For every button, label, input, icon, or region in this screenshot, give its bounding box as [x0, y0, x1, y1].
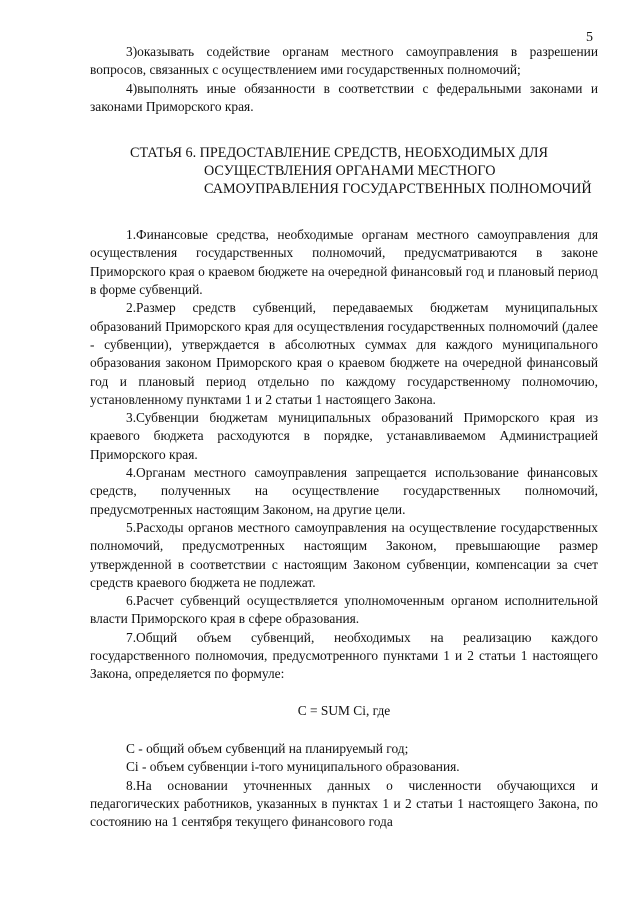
paragraph: 5.Расходы органов местного самоуправления на осуществление государственных полномочий, предусмотренных настоящим Законом, превышающие размер утвержденной в соответствии с настоящим Законом субвенции, компенсации за счет средств краевого бюджета не подлежат. [90, 519, 598, 590]
paragraph: 7.Общий объем субвенций, необходимых на реализацию каждого государственного полномочия, предусмотренного пунктами 1 и 2 статьи 1 настоящего Закона, определяется по формуле: [90, 629, 598, 682]
paragraph: 1.Финансовые средства, необходимые органам местного самоуправления для осуществления государственных полномочий, предусматриваются в законе Приморского края о краевом бюджете на очередной финансовый год и плановый период в форме субвенций. [90, 227, 598, 298]
article-title-continuation: ОСУЩЕСТВЛЕНИЯ ОРГАНАМИ МЕСТНОГО САМОУПРАВЛЕНИЯ ГОСУДАРСТВЕННЫХ ПОЛНОМОЧИЙ [204, 163, 592, 198]
paragraph: 3.Субвенции бюджетам муниципальных образований Приморского края из краевого бюджета расходуются в порядке, устанавливаемом Администрацией Приморского края. [90, 410, 598, 462]
paragraph: 8.На основании уточненных данных о численности обучающихся и педагогических работников, указанных в пунктах 1 и 2 статьи 1 настоящего Закона, по состоянию на 1 сентября текущего финансового года [90, 777, 598, 830]
paragraph: 2.Размер средств субвенций, передаваемых бюджетам муниципальных образований Приморского края для осуществления государственных полномочий (далее - субвенции), утверждается в абсолютных суммах для каждого муниципального образования законом Приморского края о краевом бюджете на очередной финансовый год и плановый период отдельно по каждому государственному полномочию, установленному пунктами 1 и 2 статьи 1 настоящего Закона. [90, 300, 598, 407]
document-body [90, 43, 598, 831]
paragraph: 6.Расчет субвенций осуществляется уполномоченным органом исполнительной власти Приморского края в сфере образования. [90, 593, 598, 627]
article-title [130, 144, 598, 198]
formula: C = SUM Ci, где [297, 702, 391, 718]
paragraph: 4.Органам местного самоуправления запрещается использование финансовых средств, полученных на осуществление государственных полномочий, предусмотренных настоящим Законом, на другие цели. [90, 465, 598, 517]
list-item: 3)оказывать содействие органам местного самоуправления в разрешении вопросов, связанных с осуществлением ими государственных полномочий; [90, 44, 598, 78]
definition: Ci - объем субвенции i-того муниципального образования. [126, 759, 460, 775]
list-item: 4)выполнять иные обязанности в соответствии с федеральными законами и законами Приморского края. [90, 80, 598, 114]
article-title-line: СТАТЬЯ 6. ПРЕДОСТАВЛЕНИЕ СРЕДСТВ, НЕОБХОДИМЫХ ДЛЯ [130, 145, 549, 162]
page-number: 5 [586, 30, 593, 45]
definition: С - общий объем субвенций на планируемый год; [126, 740, 409, 756]
